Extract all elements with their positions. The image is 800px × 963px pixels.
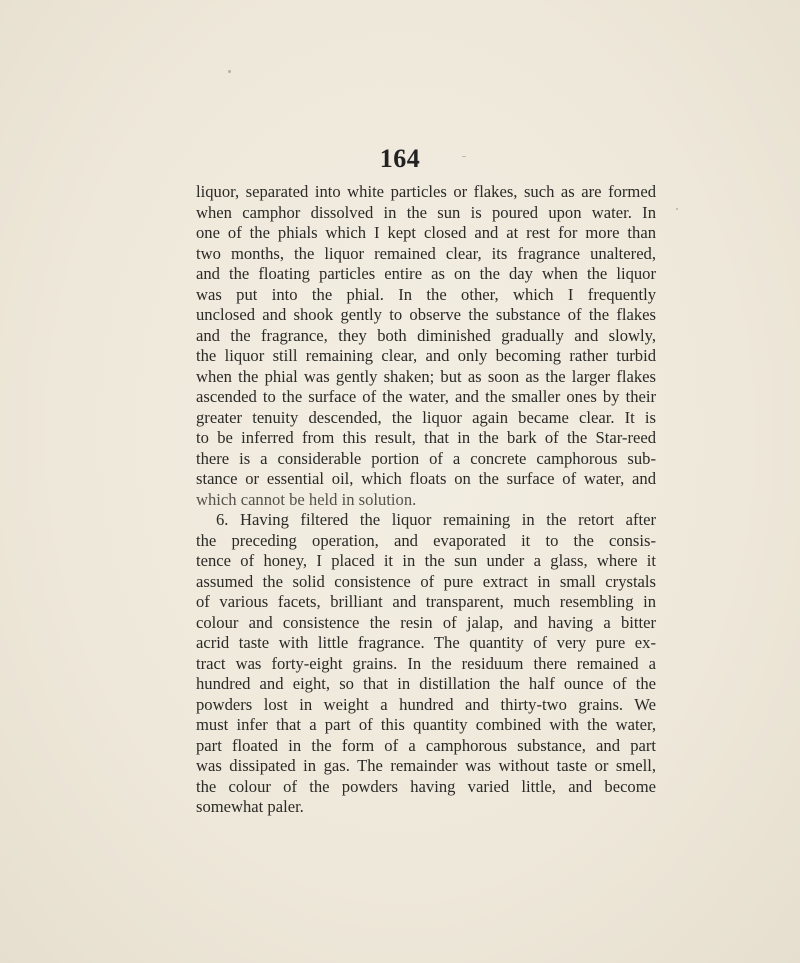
text-line: one of the phials which I kept closed and at rest for more than bbox=[196, 223, 656, 242]
text-line: acrid taste with little fragrance. The quantity of very pure ex- bbox=[196, 633, 656, 652]
text-line: colour and consistence the resin of jalap, and having a bitter bbox=[196, 612, 656, 632]
page-number: 164 bbox=[379, 144, 421, 173]
text-line: was dissipated in gas. The remainder was without taste or smell, bbox=[196, 756, 656, 775]
text-line: greater tenuity descended, the liquor again became clear. It is bbox=[196, 407, 656, 427]
text-line: to be inferred from this result, that in the bark of the Star-reed bbox=[196, 428, 656, 447]
text-line: the liquor still remaining clear, and only becoming rather turbid bbox=[196, 346, 656, 365]
text-line: there is a considerable portion of a concrete camphorous sub- bbox=[196, 448, 656, 468]
text-line: of various facets, brilliant and transparent, much resembling in bbox=[196, 592, 656, 611]
text-line: assumed the solid consistence of pure extract in small crystals bbox=[196, 571, 656, 591]
text-line: when the phial was gently shaken; but as soon as the larger flakes bbox=[196, 366, 656, 386]
text-line: must infer that a part of this quantity combined with the water, bbox=[196, 715, 656, 734]
text-line: part floated in the form of a camphorous substance, and part bbox=[196, 735, 656, 755]
text-line: hundred and eight, so that in distillation the half ounce of the bbox=[196, 674, 656, 693]
text-line: and the floating particles entire as on the day when the liquor bbox=[196, 264, 656, 283]
text-line: ascended to the surface of the water, and the smaller ones by their bbox=[196, 387, 656, 406]
text-line: when camphor dissolved in the sun is poured upon water. In bbox=[196, 202, 656, 222]
text-line: which cannot be held in solution. bbox=[196, 489, 417, 509]
text-line: and the fragrance, they both diminished gradually and slowly, bbox=[196, 325, 656, 345]
text-line: the colour of the powders having varied little, and become bbox=[196, 776, 656, 796]
text-line: unclosed and shook gently to observe the substance of the flakes bbox=[196, 305, 656, 324]
text-line: powders lost in weight a hundred and thirty-two grains. We bbox=[196, 694, 656, 714]
body-text bbox=[196, 182, 656, 818]
text-line: tence of honey, I placed it in the sun under a glass, where it bbox=[196, 551, 656, 570]
text-line: the preceding operation, and evaporated it to the consis- bbox=[196, 530, 656, 550]
paper-speck bbox=[462, 156, 466, 157]
text-line: two months, the liquor remained clear, its fragrance unaltered, bbox=[196, 243, 656, 263]
paragraph-start-line: 6. Having filtered the liquor remaining in the retort after bbox=[216, 510, 656, 529]
text-line: tract was forty-eight grains. In the residuum there remained a bbox=[196, 653, 656, 673]
paper-speck bbox=[228, 70, 231, 73]
paper-speck bbox=[676, 208, 678, 210]
text-line: stance or essential oil, which floats on the surface of water, and bbox=[196, 469, 656, 488]
text-line: liquor, separated into white particles or flakes, such as are formed bbox=[196, 182, 656, 201]
text-line: somewhat paler. bbox=[196, 797, 304, 816]
text-line: was put into the phial. In the other, which I frequently bbox=[196, 284, 656, 304]
